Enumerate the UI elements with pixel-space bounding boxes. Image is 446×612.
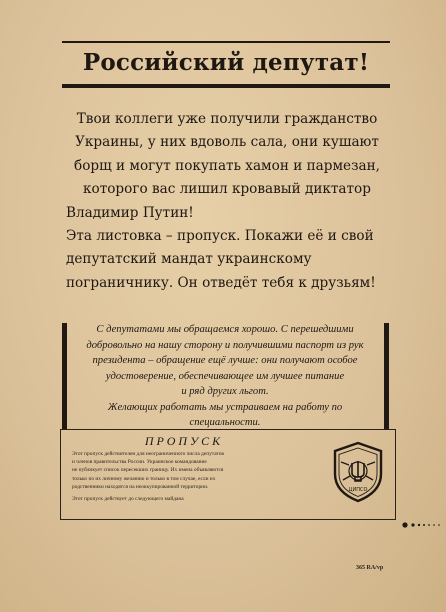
headline-top-rule: [62, 41, 390, 43]
emblem-label: ЦИПСО: [348, 487, 368, 493]
print-code: 365 RA/vp: [356, 565, 384, 571]
pass-line: Этот пропуск действителен для неограниченного числа депутатов: [72, 451, 224, 457]
pass-terms: [72, 450, 322, 503]
pass-line: и членов правительства России. Украинское командование: [72, 459, 207, 466]
message-line: Владимир Путин!: [66, 204, 194, 221]
message-line: Твои коллеги уже получили гражданство: [76, 111, 378, 127]
notice-line: президента – обращение ещё лучше: они получают особое: [92, 355, 358, 366]
pass-validity: Этот пропуск действует до следующего майдана: [72, 496, 184, 503]
message-line: которого вас лишил кровавый диктатор: [83, 181, 371, 198]
notice-line: удостоверение, обеспечивающее им лучшее питание: [105, 370, 345, 382]
scissor-cut-dots: [402, 522, 442, 528]
pass-line: не публикует список пересекших границу. Их имена объявляются: [72, 467, 224, 474]
message-line: борщ и могут покупать хамон и пармезан,: [74, 157, 380, 174]
notice-left-bar: [62, 323, 67, 430]
notice-line: и ряд других льгот.: [181, 386, 269, 397]
pass-line: родственники находятся на неоккупированной территории.: [72, 483, 209, 490]
headline: Российский депутат!: [82, 49, 370, 76]
message-line: Эта листовка – пропуск. Покажи её и свой: [66, 228, 374, 245]
main-message: [52, 108, 402, 295]
message-line: Украины, у них вдоволь сала, они кушают: [75, 134, 379, 151]
pass-title: ПРОПУСК: [144, 434, 224, 448]
message-line: депутатский мандат украинскому: [66, 251, 312, 268]
notice-line: специальности.: [189, 417, 261, 428]
message-line: пограничнику. Он отведёт тебя к друзьям!: [66, 274, 376, 291]
notice-line: Желающих работать мы устраиваем на работу по: [107, 401, 343, 413]
notice-line: С депутатами мы обращаемся хорошо. С перешедшими: [96, 324, 354, 335]
pass-line: только по их личному желанию и только в том случае, если их: [72, 475, 216, 482]
notice-line: добровольно на нашу сторону и получившими паспорт из рук: [86, 339, 364, 351]
message-paragraph-1: [52, 108, 402, 225]
message-paragraph-2: [52, 225, 402, 295]
notice-right-bar: [384, 323, 389, 430]
treatment-notice: [72, 322, 378, 431]
trident-shield-emblem-icon: [330, 440, 386, 504]
headline-underline: [62, 84, 390, 88]
